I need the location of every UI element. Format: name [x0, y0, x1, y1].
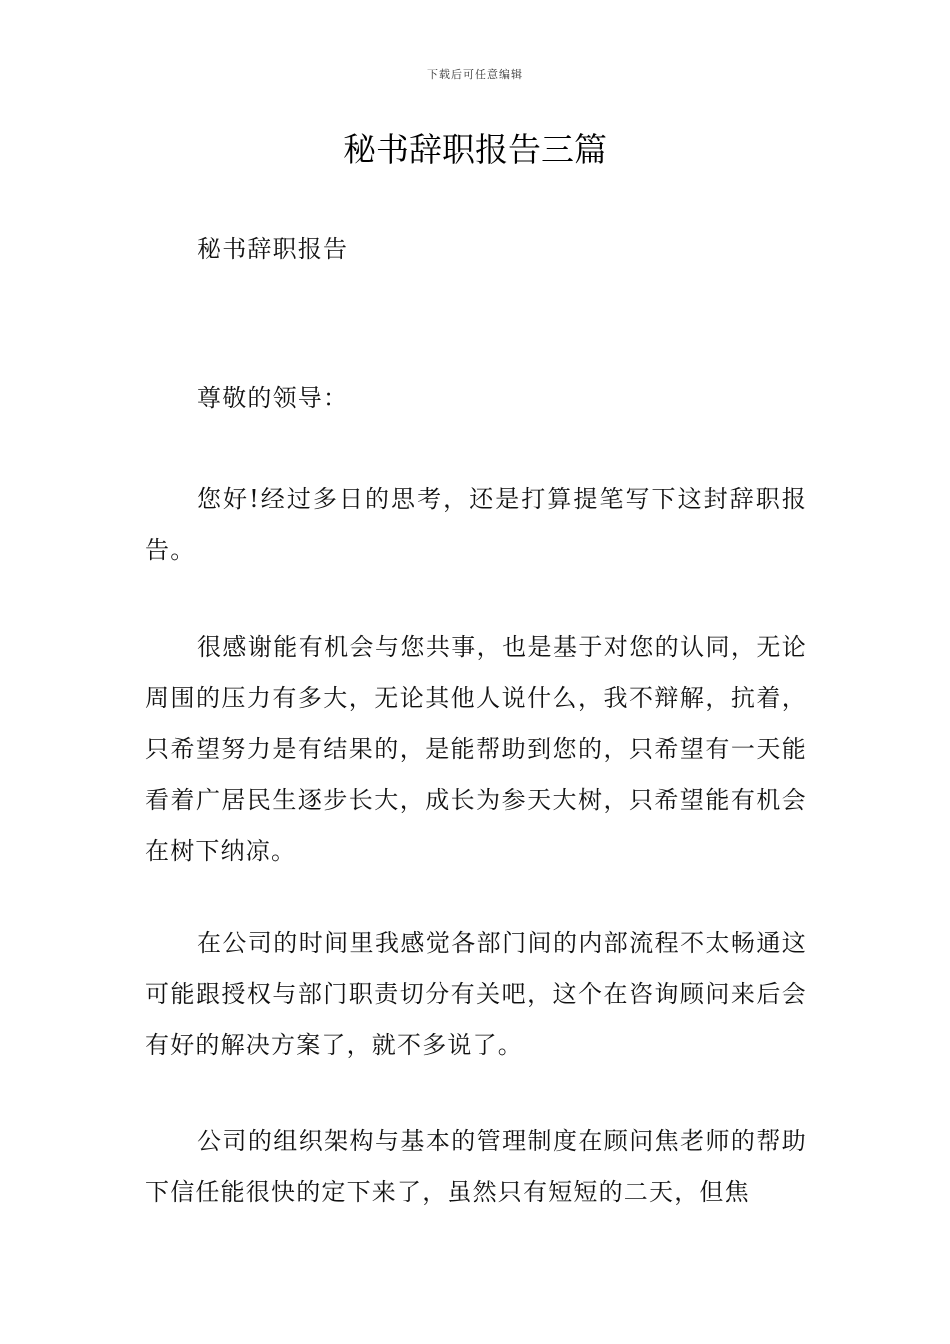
- document-title: 秘书辞职报告三篇: [343, 130, 607, 169]
- paragraph-3: 在公司的时间里我感觉各部门间的内部流程不太畅通这可能跟授权与部门职责切分有关吧，这个在咨询顾问来后会有好的解决方案了，就不多说了。: [145, 929, 807, 1059]
- paragraph-1: 您好!经过多日的思考，还是打算提笔写下这封辞职报告。: [145, 485, 807, 564]
- document-subtitle: 秘书辞职报告: [197, 235, 349, 263]
- greeting-line: 尊敬的领导：: [197, 384, 349, 412]
- paragraph-2: 很感谢能有机会与您共事，也是基于对您的认同，无论周围的压力有多大，无论其他人说什么，我不辩解，抗着，只希望努力是有结果的，是能帮助到您的，只希望有一天能看着广居民生逐步长大，成长为参天大树，只希望能有机会在树下纳凉。: [145, 633, 807, 865]
- paragraph-4: 公司的组织架构与基本的管理制度在顾问焦老师的帮助下信任能很快的定下来了，虽然只有短短的二天，但焦: [145, 1127, 807, 1206]
- header-note: 下载后可任意编辑: [427, 68, 523, 81]
